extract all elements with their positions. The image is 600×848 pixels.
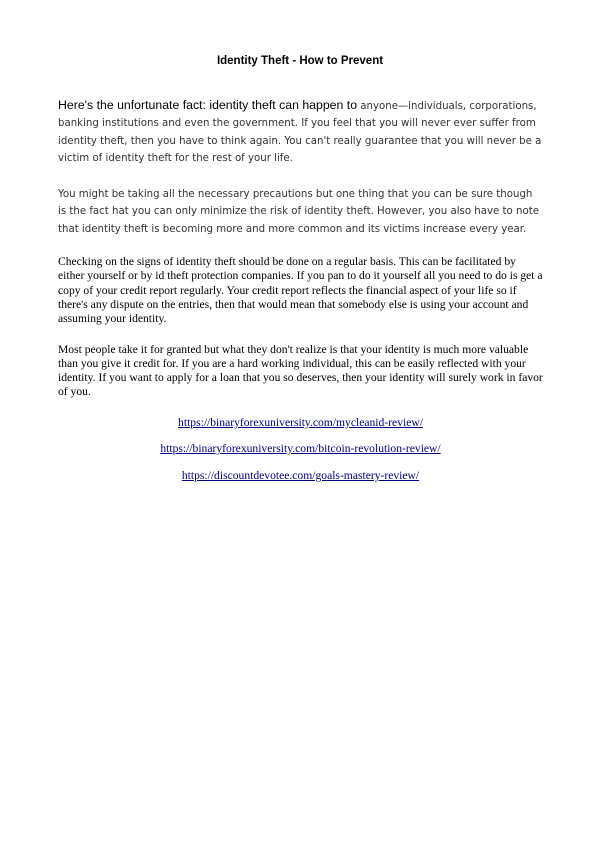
mycleanid-review-link[interactable]: https://binaryforexuniversity.com/mycleanid-review/	[178, 415, 423, 429]
intro-rest-text: anyone—individuals, corporations, banking institutions and even the government. If you feel that you will never ever suffer from identity theft, then you have to think again. You can't really guarantee that you will never be a victim of identity theft for the rest of your life.	[58, 101, 542, 164]
bitcoin-revolution-review-link[interactable]: https://binaryforexuniversity.com/bitcoin-revolution-review/	[160, 442, 441, 456]
signs-paragraph: Checking on the signs of identity theft should be done on a regular basis. This can be facilitated by either yourself or by id theft protection companies. If you pan to do it yourself all you need to do is get a copy of your credit report regularly. Your credit report reflects the financial aspect of your life so if there's any dispute on the entries, then that would mean that somebody else is using your account and assuming your identity.	[58, 255, 543, 326]
goals-mastery-review-link[interactable]: https://discountdevotee.com/goals-mastery-review/	[181, 468, 420, 482]
intro-lead-text: Here's the unfortunate fact: identity theft can happen to	[58, 98, 358, 112]
document-title: Identity Theft - How to Prevent	[216, 55, 384, 67]
value-paragraph: Most people take it for granted but what they don't realize is that your identity is much more valuable than you give it credit for. If you are a hard working individual, this can be easily reflected with your identity. If you want to apply for a loan that you so deserves, then your identity will surely work in favor of you.	[58, 342, 543, 399]
intro-paragraph	[58, 97, 543, 167]
link-list	[58, 416, 543, 483]
document-body	[58, 97, 543, 495]
precautions-paragraph: You might be taking all the necessary precautions but one thing that you can be sure though is the fact hat you can only minimize the risk of identity theft. However, you also have to note that identity theft is becoming more and more common and its victims increase every year.	[58, 189, 539, 235]
